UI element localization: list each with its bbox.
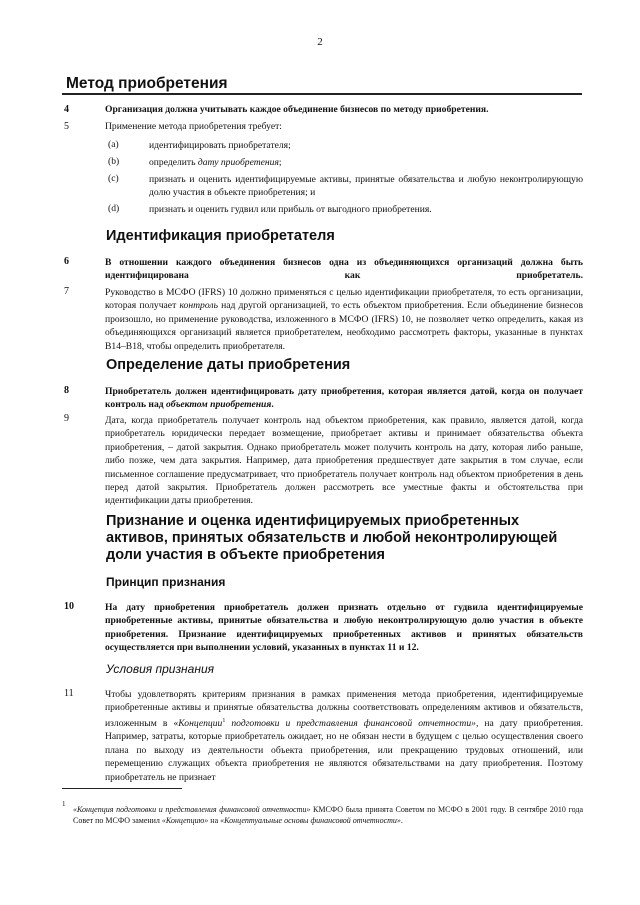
list-item-letter: (a) (108, 139, 119, 150)
title-underline (62, 93, 582, 95)
paragraph-11: Чтобы удовлетворять критериям признания в рамках применения метода приобретения, идентифицируемые приобретенные активы и принятые обязательства должны соответствовать определениям активов и обязательств, изложенным в «Концепции$^1$ подготовки и представления финансовой отчетности», на дату приобретения. Например, затраты, которые приобретатель ожидает, но не обязан нести в будущем с целью осуществления своего плана по выходу из деятельности объекта приобретения, или прекращению трудовых отношений, или перемещению служащих объекта приобретения не являются обязательствами на дату приобретения. Поэтому приобретатель не признает (105, 689, 583, 783)
heading-recognition-principle: Принцип признания (106, 575, 226, 589)
paragraph-5: Применение метода приобретения требует: (105, 121, 282, 132)
list-item-letter: (c) (108, 173, 119, 184)
footnote: «Концепция подготовки и представления финансовой отчетности» КМСФО была принята Советом по МСФО в 2001 году. В сентябре 2010 года Совет по МСФО заменил «Концепцию» на «Концептуальные основы финансовой отчетности». (73, 805, 584, 825)
heading-acquisition-date: Определение даты приобретения (106, 357, 351, 373)
paragraph-8: Приобретатель должен идентифицировать дату приобретения, которая является датой, когда он получает контроль над объектом приобретения. (105, 386, 583, 411)
list-item: признать и оценить идентифицируемые активы, принятые обязательства и любую неконтролирующую долю участия в объекте приобретения; и (149, 174, 583, 199)
paragraph-number: 10 (64, 601, 74, 612)
paragraph-10: На дату приобретения приобретатель должен признать отдельно от гудвила идентифицируемые приобретенные активы, принятые обязательства и любую неконтролирующую долю участия в объекте приобретения. Признание идентифицируемых приобретенных активов и принятых обязательств осуществляется при выполнении условий, указанных в пунктах 11 и 12. (105, 602, 583, 654)
paragraph-number: 5 (64, 121, 69, 132)
list-item: идентифицировать приобретателя; (149, 140, 291, 151)
heading-recognition: Признание и оценка идентифицируемых приобретенных активов, принятых обязательств и любой неконтролирующей доли участия в объекте приобретения (106, 513, 558, 563)
paragraph-number: 4 (64, 104, 69, 115)
list-item-letter: (b) (108, 156, 120, 167)
footnote-mark: 1 (62, 800, 66, 808)
section-title: Метод приобретения (66, 75, 228, 92)
paragraph-4: Организация должна учитывать каждое объединение бизнесов по методу приобретения. (105, 104, 489, 115)
list-item: определить дату приобретения; (149, 157, 282, 168)
list-item: признать и оценить гудвил или прибыль от выгодного приобретения. (149, 204, 432, 215)
footnote-divider (62, 788, 182, 789)
paragraph-number: 7 (64, 286, 69, 297)
paragraph-number: 8 (64, 385, 69, 396)
paragraph-number: 6 (64, 256, 69, 267)
paragraph-7: Руководство в МСФО (IFRS) 10 должно применяться с целью идентификации приобретателя, то есть организации, которая получает контроль над другой организацией, то есть объектом приобретения. Если объединение бизнесов произошло, но применение руководства, изложенного в МСФО (IFRS) 10, не позволяет четко определить, какая из объединяющихся организаций является приобретателем, необходимо рассмотреть факторы, указанные в пунктах B14–B18, чтобы определить приобретателя. (105, 287, 583, 352)
page-number: 2 (317, 36, 323, 48)
paragraph-6: В отношении каждого объединения бизнесов одна из объединяющихся организаций должна быть идентифицирована как приобретатель. (105, 257, 583, 282)
paragraph-number: 9 (64, 413, 69, 424)
heading-identification: Идентификация приобретателя (106, 228, 335, 244)
heading-recognition-conditions: Условия признания (106, 662, 215, 676)
list-item-letter: (d) (108, 203, 120, 214)
paragraph-number: 11 (64, 688, 74, 699)
paragraph-9: Дата, когда приобретатель получает контроль над объектом приобретения, как правило, является датой, когда приобретатель юридически передает возмещение, приобретает активы и принимает обязательства объекта приобретения, – датой закрытия. Однако приобретатель может получить контроль на дату, которая либо раньше, либо позже, чем дата закрытия. Например, дата приобретения предшествует дате закрытия в том случае, если письменное соглашение предусматривает, что приобретатель получает контроль над объектом приобретения в день перед датой закрытия. Приобретатель должен рассмотреть все уместные факты и обстоятельства при идентификации даты приобретения. (105, 415, 583, 507)
